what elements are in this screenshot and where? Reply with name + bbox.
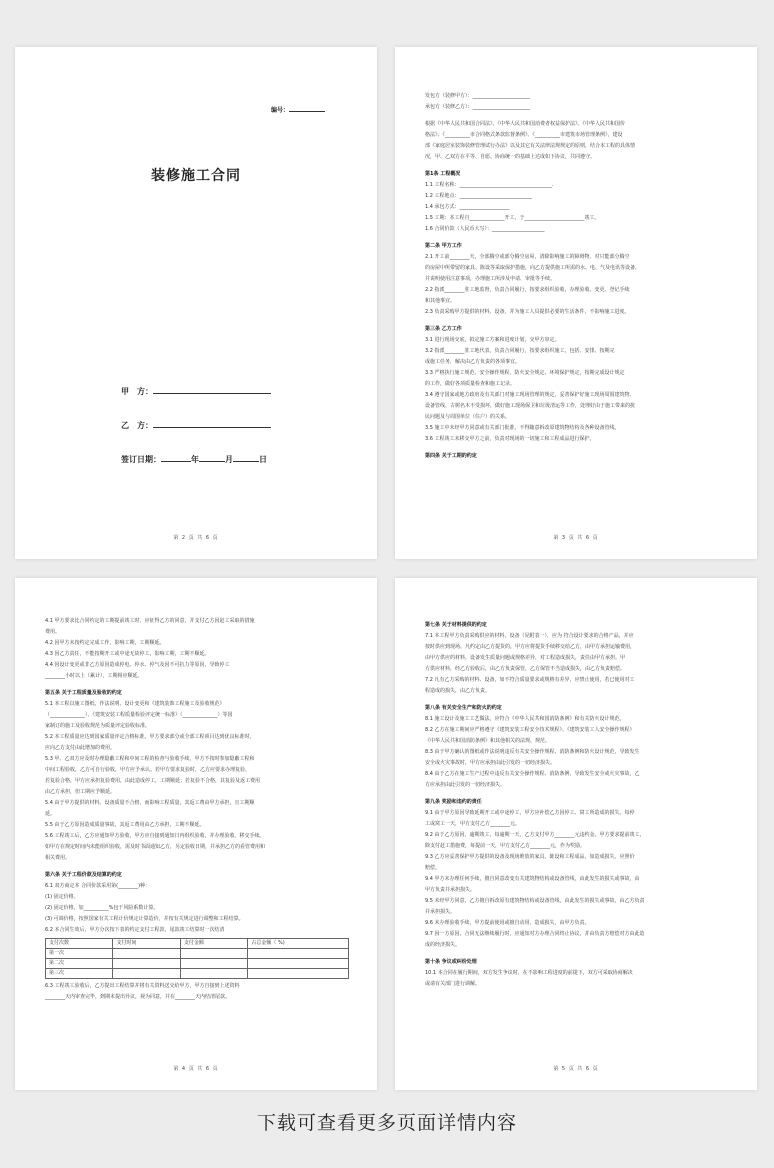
clause-line: 并承担损失。 <box>425 909 456 915</box>
table-header-row <box>46 939 349 949</box>
clause-line: 5.4 由于甲方提供的材料、设备质量不合格，而影响工程质量，其返工费由甲方承担，且工期顺 <box>45 800 255 806</box>
clause-line: 或请有关部门进行调解。 <box>425 981 481 987</box>
clause-line: 的工作，做好各项质量检查和施工记录。 <box>425 381 516 387</box>
contract-page-5 <box>395 578 757 1090</box>
clause-line: 2.2 指派________驻工地监督，负责合同履行，按要求组织验收，办理验收、变更、登记手续 <box>425 287 630 293</box>
clause-line: 9.5 未经甲方同意，乙方擅自拆改原有建筑物结构或设备管线，由此发生的损失或事故，由乙方负责 <box>425 898 645 904</box>
clause-line: 9.3 乙方应妥善保护甲方提供的设备及现场堆放的家具，陈设和工程成品，如造成损失，应照价 <box>425 854 635 860</box>
contract-title: 装修施工合同 <box>151 168 241 184</box>
page-number: 第 3 页 共 6 页 <box>553 535 599 541</box>
section-heading: 第九条 奖励和违约的责任 <box>425 799 482 805</box>
clause-line: ________小时以上（累计），工期相应顺延。 <box>45 673 143 679</box>
contractor-line: 承包方（装修乙方）：_______________________ <box>425 104 531 110</box>
page-5-body <box>425 614 729 990</box>
section-heading: 第十条 争议或纠纷处理 <box>425 959 477 965</box>
section-heading: 第三条 乙方工作 <box>425 326 462 332</box>
page-number: 第 4 页 共 6 页 <box>173 1066 219 1072</box>
clause-line: 5.1 本工程以施工图纸、作法说明、设计变更和《建筑装饰工程施工及验收规范》 <box>45 701 225 707</box>
clause-line: 8.4 由于乙方在施工生产过程中违反有关安全操作规程、消防条例，导致发生安全或火灾事故，乙 <box>425 771 640 777</box>
page-number: 第 2 页 共 6 页 <box>173 535 219 541</box>
table-cell: 第一次 <box>46 949 113 959</box>
clause-line: 4.1 甲方要求比合同约定的工期提前竣工时，应征得乙方的同意，并支付乙方因赶工采取的措施 <box>45 618 255 624</box>
clause-line: 9.2 由于乙方原因，逾期竣工，每逾期一天，乙方支付甲方________元违约金。甲方要求提前竣工， <box>425 832 645 838</box>
clause-line: 和其他事宜。 <box>425 298 456 304</box>
clause-line: 若复验合格，甲方应承担复验费用，由此造成停工，工期顺延；若复验不合格，其复验及返工费用 <box>45 778 261 784</box>
page-number: 第 5 页 共 6 页 <box>553 1066 599 1072</box>
download-more-caption: 下载可查看更多页面详情内容 <box>256 1112 517 1134</box>
section-heading: 第二条 甲方工作 <box>425 243 462 249</box>
table-row <box>46 969 349 979</box>
clause-line: 成的经济损失。 <box>425 942 461 948</box>
table-row <box>46 949 349 959</box>
intro-line: 况，甲、乙双方在平等、自愿、协商统一的基础上达成如下协议，共同遵守。 <box>425 154 596 160</box>
section-heading: 第六条 关于工程价款及结算的约定 <box>45 872 122 878</box>
clause-line: 6.3 工程竣工验收后，乙方提出工程结算并将有关资料送交给甲方，甲方自接到上述资料 <box>45 983 240 989</box>
clause-line: 应向乙方支付由此增加的费用。 <box>45 745 116 751</box>
clause-line: 相关费用。 <box>45 855 71 861</box>
table-header-cell: 支付金额 <box>180 939 247 949</box>
section-heading: 第1条 工程概况 <box>425 171 461 177</box>
clause-line: 8.1 施工设计及施工工艺做法，应符合《中华人民共和国消防条例》和有关防火设计规范。 <box>425 716 625 722</box>
clause-line: 赔偿。 <box>425 865 441 871</box>
clause-line: 家制订的施工及验收规范为质量评定验收标准。 <box>45 723 151 729</box>
clause-line: 9.7 因一方原因，合同无法继续履行时，应通知对方办理合同终止协议，并由负责方赔偿对方由此造 <box>425 931 645 937</box>
clause-line: 民问题及与周围单位（住户）的关系。 <box>425 414 511 420</box>
clause-line: 5.5 由于乙方原因造成质量事故，其返工费用由乙方承担，工期不顺延。 <box>45 822 205 828</box>
clause-line: 4.3 因乙方责任，不能按期开工或中途无故停工，影响工期，工期不顺延。 <box>45 651 210 657</box>
clause-line: 3.2 指派________驻工地代表，负责合同履行，按要求组织施工，包括、安排、按期完 <box>425 348 615 354</box>
clause-line: 除支付赶工措施费，每提前一天，甲方支付乙方________元，作为奖励。 <box>425 843 586 849</box>
clause-line: 《中华人民共和国消防条例》和其他相关的法规、规范。 <box>425 738 551 744</box>
clause-line: 4.2 因甲方未按约定完成工作，影响工期，工期顺延。 <box>45 640 165 646</box>
page-4-body <box>45 616 349 1003</box>
clause-line: 延。 <box>45 811 56 817</box>
party-b-line <box>121 419 271 431</box>
contract-page-4 <box>15 578 377 1090</box>
clause-line: 9.1 由于甲方原因导致延期开工或中途停工，甲方应补偿乙方因停工、窝工所造成的损失。每停 <box>425 810 635 816</box>
contract-page-3 <box>395 47 757 559</box>
party-b-blank <box>153 419 271 428</box>
clause-line: 7.1 本工程甲方负责采购供应的材料，设备（见附表一），应为 符合设计要求的合格产品，并应 <box>425 633 634 639</box>
table-header-cell: 支付时间 <box>113 939 180 949</box>
clause-line: 由甲方供应的材料，设备发生质量问题或规格差异，对工程造成损失，责任由甲方承担。甲 <box>425 655 626 661</box>
clause-line: 3.6 工程竣工未移交甲方之前，负责对现场的一切施工和工程成品进行保护。 <box>425 436 595 442</box>
payment-schedule-table <box>45 938 349 979</box>
clause-line: 9.4 甲方未办理任何手续，擅自同意改变有关建筑物结构或设备管线，由此发生的损失或事故，由 <box>425 876 640 882</box>
clause-line: (1) 固定价格。 <box>45 894 79 900</box>
table-row <box>46 959 349 969</box>
clause-line: 5.2 本工程质量应达到国家质量评定合格标准。甲方要求部分或全部工程项目达到优良标准时， <box>45 734 255 740</box>
contract-number <box>271 105 325 114</box>
clause-line: 方供应材料，经乙方验收后，由乙方负责保管，乙方保管不当造成损失，由乙方负责赔偿。 <box>425 666 626 672</box>
clause-line: 1.1 工程名称：_____________________________________. <box>425 182 554 188</box>
clause-line: 并说明使用注意事项，办理施工所涉及申请、审批等手续。 <box>425 276 556 282</box>
page-3-body <box>425 91 729 462</box>
party-a-line <box>121 385 271 397</box>
clause-line: 2.1 开工前________天，全部腾空或部分腾空房屋，清除影响施工的障碍物，对只能部分腾空 <box>425 254 630 260</box>
clause-line: 程造成的损失，由乙方负责。 <box>425 688 491 694</box>
clause-line: 安全或火灾事故时，甲方应承担由此引发的一切经济损失。 <box>425 760 556 766</box>
clause-line: 方应承担由此引发的一切经济损失。 <box>425 782 506 788</box>
party-a-label: 甲 方： <box>121 387 153 396</box>
clause-line: 的房屋中所带留的家具、陈设等采取保护措施，向乙方提供施工所需的水、电、气及电讯等设备， <box>425 265 641 271</box>
clause-line: 7.2 凡有乙方采购的材料、设备，如不符合质量要求或规格有差异，应禁止使用，若已使用对工 <box>425 677 635 683</box>
clause-line: 9.6 未办理验收手续，甲方提前使用或擅自动用，造成损失，由甲方负责。 <box>425 920 590 926</box>
clause-line: 中间工程验收，乙方可自行验收，甲方应予承认。若甲方要求复验时，乙方应要求办理复验。 <box>45 767 251 773</box>
table-header-cell: 占总金额（ %) <box>248 939 349 949</box>
clause-line: 2.3 负责采购甲方提供的材料、设备，并为施工人员提供必要的生活条件，不影响施工进度。 <box>425 309 630 315</box>
clause-line: (3) 可调价格，按照国家有关工程计价规定计算造价，并按有关规定进行调整和工程结算。 <box>45 916 244 922</box>
party-a-blank <box>153 385 271 394</box>
intro-line: 部《家庭居室装饰装修管理试行办法》以及其它有关法律法规规定的原则，结合本工程的具体情 <box>425 143 636 149</box>
clause-line: 1.2 工程地点：_____________________________ <box>425 193 533 199</box>
clause-line: 成施工任务，解决由乙方负责的各项事宜。 <box>425 359 521 365</box>
section-heading: 第八条 有关安全生产和防火的约定 <box>425 705 502 711</box>
intro-line: 根据《中华人民共和国合同法》、《中华人民共和国消费者权益保护法》、《中华人民共和国价 <box>425 121 626 127</box>
clause-line: 工或窝工一天，甲方支付乙方________元。 <box>425 821 521 827</box>
clause-line: (2) 固定价格，加__________%包干风险系数计算。 <box>45 905 159 911</box>
intro-line: 格法》、《__________市合同格式条款监督条例》、《__________市建筑市场管理条例》，建设 <box>425 132 623 138</box>
clause-line: 如甲方在规定时间内未能组织验收，需及时书面通知乙方，另定验收日期，并承担乙方的看管费用和 <box>45 844 266 850</box>
contract-number-label: 编号： <box>270 107 289 114</box>
section-heading: 第七条 关于材料提供的约定 <box>425 622 487 628</box>
clause-line: 3.4 遵守国家或地方政府及有关部门对施工现场管理的规定，妥善保护好施工现场周围建筑物、 <box>425 392 635 398</box>
section-heading: 第四条 关于工期的约定 <box>425 453 477 459</box>
clause-line: 3.5 施工中未经甲方同意或有关部门批准，不得随意拆改原建筑物结构及各种设备管线。 <box>425 425 620 431</box>
clause-line: 1.4 承包方式：____________________ <box>425 204 510 210</box>
table-cell: 第二次 <box>46 959 113 969</box>
clause-line: 3.1 进行现场交底，拟定施工方案和进度计划，交甲方审定。 <box>425 337 560 343</box>
clause-line: ________天内审查完毕，到期未提出异议，视为同意，并在________天内结清尾款。 <box>45 994 231 1000</box>
clause-line: 1.5 工期：本工程自______________开工，于________________________竣工。 <box>425 215 600 221</box>
clause-line: 6.2 本合同生效后，甲方分次按下表的约定支付工程款，尾款竣工结算时一次结清 <box>45 927 225 933</box>
table-cell: 第三次 <box>46 969 113 979</box>
contract-number-blank <box>289 105 325 112</box>
clause-line: （______________）、《建筑安装工程质量检验评定统一标准》（______________）等国 <box>45 712 233 718</box>
clause-line: 按时供应到现场。凡约定由乙方提货的，甲方应将提货手续移交给乙方，由甲方承担运输费用， <box>425 644 636 650</box>
sign-date-line: 签订日期： 年 月 日 <box>121 455 267 464</box>
party-b-label: 乙 方： <box>121 421 153 430</box>
clause-line: 8.2 乙方在施工期间应严格遵守《建筑安装工程安全技术规程》、《建筑安装工人安全操作规程》 <box>425 727 635 733</box>
clause-line: 由乙方承担，但工期应予顺延。 <box>45 789 116 795</box>
clause-line: 5.6 工程竣工后，乙方应通知甲方验收，甲方应自接到通知日内组织验收，并办理验收、移交手续。 <box>45 833 265 839</box>
table-header-cell: 支付次数 <box>46 939 113 949</box>
clause-line: 6.1 双方商定本 合同价款采用第(________)种： <box>45 883 151 889</box>
clause-line: 3.3 严格执行施工规范、安全操作规程、防火安全规定、环境保护规定，按期完成设计规定 <box>425 370 625 376</box>
clause-line: 8.3 由于甲方确认的图纸或作法说明违反有关安全操作规程、消防条例和防火设计规范，导致发生 <box>425 749 640 755</box>
clause-line: 1.6 合同价款（人民币大写）：_____________________ <box>425 226 545 232</box>
clause-line: 甲方负责并承担损失。 <box>425 887 476 893</box>
clause-line: 5.3 甲、乙双方应及时办理隐蔽工程和中间工程的检查与验收手续，甲方不按时参加隐蔽工程和 <box>45 756 255 762</box>
contract-cover-page <box>15 47 377 559</box>
clause-line: 设备管线、古树名木不受损坏，做好施工现场保卫和垃圾清运等工作，处理好由于施工带来的扰 <box>425 403 636 409</box>
clause-line: 费用。 <box>45 629 61 635</box>
employer-line: 发包方（装修甲方）：_______________________ <box>425 93 531 99</box>
section-heading: 第五条 关于工程质量及验收的约定 <box>45 690 122 696</box>
clause-line: 4.4 因设计变更或非乙方原因造成停电、停水、停气及因不可抗力等原因，导致停工 <box>45 662 230 668</box>
clause-line: 10.1 本合同在履行期间，双方发生争议时，在不影响工程进度的前提下，双方可采取协商解决 <box>425 970 633 976</box>
sign-date-label: 签订日期： <box>121 455 161 464</box>
